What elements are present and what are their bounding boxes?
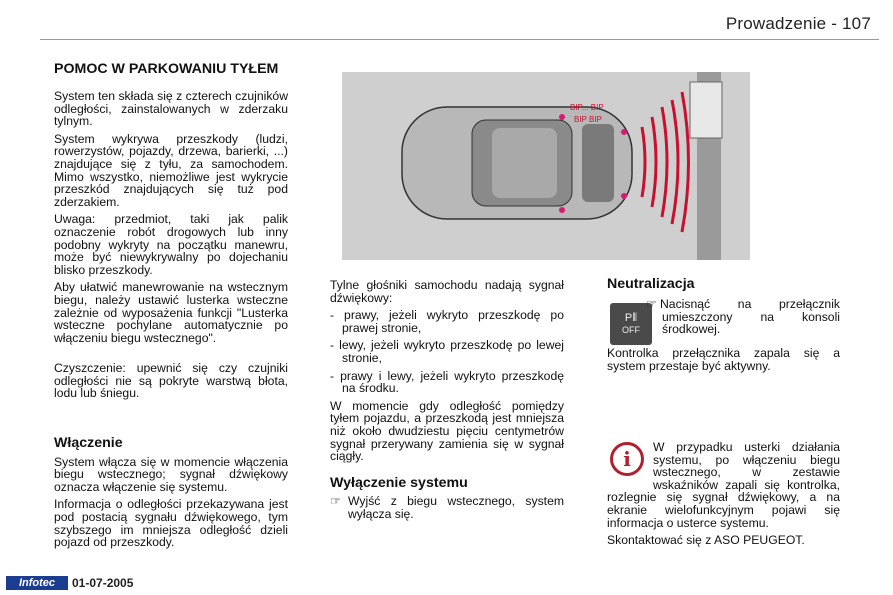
paragraph: Aby ułatwić manewrowanie na wstecznym biegu, należy ustawić lusterka wsteczne zależnie od wyposażenia funkcji "Lusterka wsteczne pochylane automatycznie po włączeniu biegu wstecznego". [54,280,288,345]
bip-label: BIP BIP [574,115,602,124]
column-1-lower [54,437,288,554]
pointing-hand-icon: ☞ [330,494,341,509]
paragraph: Informacja o odległości przekazywana jest pod postacią sygnału dźwiękowego, tym szybszego im mniejsza odległość dzieli pojazd od przeszkody. [54,497,288,550]
info-block [607,441,840,552]
neutralization-instruction: ☞ Nacisnąć na przełącznik umieszczony na konsoli środkowej. [646,297,840,337]
info-text: W przypadku usterki działania systemu, po włączeniu biegu wstecznego, w zestawie wskaźników zapali się kontrolka, rozlegnie się sygnał dźwiękowy, a na ekranie wielofunkcyjnym pojawi się informacja o usterce systemu. [607,440,840,530]
column-2 [330,279,564,526]
paragraph: Uwaga: przedmiot, taki jak palik oznaczenie robót drogowych lub inny podobny wykryty na początku manewru, może być niewykrywalny po dojechaniu blisko przeszkody. [54,212,288,277]
paragraph: W momencie gdy odległość pomiędzy tyłem pojazdu, a przeszkodą jest mniejsza niż około dwudziestu pięciu centymetrów sygnał przerywany zamienia się w sygnał ciągły. [330,398,564,464]
section-title: POMOC W PARKOWANIU TYŁEM [54,61,279,77]
contact-text: Skontaktować się z ASO PEUGEOT. [607,533,805,548]
header-rule [40,39,879,40]
lamp-text: Kontrolka przełącznika zapala się a system przestaje być aktywny. [607,346,840,373]
paragraph: Czyszczenie: upewnić się czy czujniki odległości nie są pokryte warstwą błota, lodu lub śniegu. [54,361,288,401]
parking-illustration [342,72,750,260]
footer-date: 01-07-2005 [72,576,134,590]
bip-label: BIP... BIP [570,103,604,112]
info-icon: i [610,442,644,476]
paragraph: System wykrywa przeszkody (ludzi, rowerzystów, pojazdy, drzewa, barierki, ...) znajdujące się z tyłu, za samochodem. Mimo wszystko, niemożliwe jest wykrycie przeszkód znajdujących się tuż pod zderzakiem. [54,131,288,209]
paragraph: System włącza się w momencie włączenia biegu wstecznego; sygnał dźwiękowy oznacza włączenie się systemu. [54,454,288,494]
pointing-hand-icon: ☞ [646,297,657,311]
bullet-item: - lewy, jeżeli wykryto przeszkodę po lewej stronie, [330,338,564,365]
instruction: ☞ Wyjść z biegu wstecznego, system wyłącza się. [330,494,564,521]
paragraph: System ten składa się z czterech czujników odległości, zainstalowanych w zderzaku tylnym. [54,89,288,129]
paragraph: Tylne głośniki samochodu nadają sygnał dźwiękowy: [330,278,564,305]
heading-on: Włączenie [54,435,123,451]
infotec-logo: Infotec [6,576,68,590]
parking-icon: P⦀ [624,312,638,324]
bullet-item: - prawy i lewy, jeżeli wykryto przeszkodę na środku. [330,368,564,396]
column-1 [54,62,288,405]
bullet-item: - prawy, jeżeli wykryto przeszkodę po prawej stronie, [330,308,564,335]
parking-switch-button: P⦀ OFF [610,303,652,345]
heading-neutralization: Neutralizacja [607,276,695,292]
page-header: Prowadzenie - 107 [725,14,871,33]
heading-off: Wyłączenie systemu [330,474,468,491]
